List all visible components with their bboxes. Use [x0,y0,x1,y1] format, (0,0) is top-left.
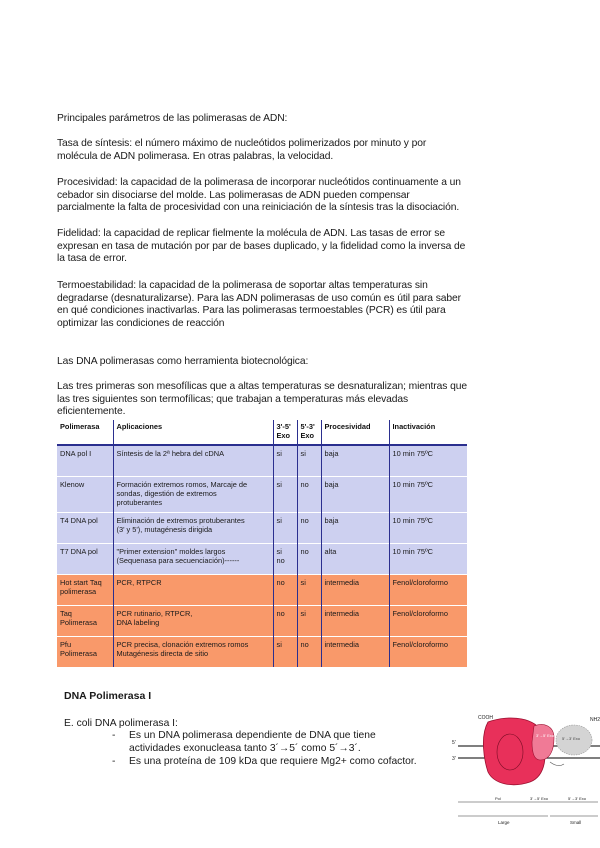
cell-exo53: si [297,605,321,636]
figure-label-5prime: 5' [452,740,456,746]
cell-inactivacion: 10 min 75ºC [389,476,467,512]
table-header-row [57,420,467,445]
biotec-heading: Las DNA polimerasas como herramienta biotecnológica: [57,356,309,367]
paragraph-termoestabilidad: Termoestabilidad: la capacidad de la polimerasa de soportar altas temperaturas sin degradarse (desnaturalizarse). Para las ADN polimerasas de uso común es útil para saber en qué condiciones inactivarlas. Para las polimerasas termoestables (PCR) es útil para optimizar las condiciones de reacción [57,280,461,329]
cell-aplicaciones: PCR rutinario, RTPCR, DNA labeling [113,605,273,636]
bullet-dash: - [112,730,116,741]
cell-polimerasa: T7 DNA pol [57,543,113,574]
paragraph-mesofilicas: Las tres primeras son mesofílicas que a altas temperaturas se desnaturalizan; mientras que las tres siguientes son termofílicas; que trabajan a temperaturas más elevadas eficientemente. [57,381,467,418]
cell-exo35: si [273,445,297,476]
cell-inactivacion: Fenol/cloroformo [389,636,467,667]
intro-heading: Principales parámetros de las polimerasas de ADN: [57,113,288,124]
cell-inactivacion: 10 min 75ºC [389,445,467,476]
cell-polimerasa: Klenow [57,476,113,512]
ecoli-label: E. coli DNA polimerasa I: [64,718,178,729]
table-row [57,605,467,636]
polymerase-table [57,420,467,667]
cell-inactivacion: Fenol/cloroformo [389,574,467,605]
paragraph-fidelidad: Fidelidad: la capacidad de replicar fielmente la molécula de ADN. Las tasas de error se expresan en tasa de mutación por par de bases duplicado, y la fidelidad como la inversa de la tasa de error. [57,228,466,265]
cell-exo35: si no [273,543,297,574]
cell-aplicaciones: "Primer extension" moldes largos (Sequenasa para secuenciación)------ [113,543,273,574]
cell-aplicaciones: PCR precisa, clonación extremos romos Mutagénesis directa de sitio [113,636,273,667]
table-row [57,512,467,543]
cell-procesividad: intermedia [321,574,389,605]
header-procesividad: Procesividad [321,420,389,445]
figure-label-large: Large [498,820,510,825]
figure-linker [550,762,564,766]
table-row [57,543,467,574]
cell-procesividad: intermedia [321,605,389,636]
table-row [57,445,467,476]
cell-exo35: no [273,574,297,605]
header-aplicaciones: Aplicaciones [113,420,273,445]
figure-label-35-domain: 3'→5' Exo [536,733,554,738]
cell-polimerasa: Hot start Taq polimerasa [57,574,113,605]
figure-label-53-domain: 5'→3' Exo [562,736,580,741]
cell-exo35: si [273,636,297,667]
cell-exo53: si [297,574,321,605]
cell-exo53: si [297,445,321,476]
cell-exo53: no [297,636,321,667]
figure-label-cooh: COOH [478,715,493,721]
cell-procesividad: intermedia [321,636,389,667]
dna-pol-structure-figure [450,712,600,827]
cell-polimerasa: DNA pol I [57,445,113,476]
dna-pol-heading: DNA Polimerasa I [64,690,152,702]
header-exo53: 5'-3' Exo [297,420,321,445]
cell-exo53: no [297,512,321,543]
table-row [57,476,467,512]
figure-exo35-domain [532,725,554,761]
cell-procesividad: alta [321,543,389,574]
figure-label-pol: Pol [495,796,501,801]
figure-pol-domain [497,734,523,770]
paragraph-procesividad: Procesividad: la capacidad de la polimerasa de incorporar nucleótidos continuamente a un cebador sin disociarse del molde. Las polimerasas de ADN pueden compensar parcialmente la falta de procesividad con una reiniciación de la síntesis tras la disociación. [57,177,461,214]
table-row [57,574,467,605]
cell-procesividad: baja [321,445,389,476]
cell-exo35: si [273,512,297,543]
cell-aplicaciones: Formación extremos romos, Marcaje de sondas, digestión de extremos protuberantes [113,476,273,512]
cell-exo53: no [297,543,321,574]
figure-label-small: Small [570,820,582,825]
header-exo35: 3'-5' Exo [273,420,297,445]
cell-inactivacion: Fenol/cloroformo [389,605,467,636]
figure-label-nh2: NH2 [590,717,600,723]
cell-polimerasa: Taq Polimerasa [57,605,113,636]
cell-aplicaciones: Eliminación de extremos protuberantes (3' y 5'), mutagénesis dirigida [113,512,273,543]
cell-aplicaciones: Síntesis de la 2ª hebra del cDNA [113,445,273,476]
header-inactivacion: Inactivación [389,420,467,445]
figure-label-3prime: 3' [452,756,456,762]
cell-exo53: no [297,476,321,512]
cell-inactivacion: 10 min 75ºC [389,543,467,574]
cell-polimerasa: Pfu Polimerasa [57,636,113,667]
cell-polimerasa: T4 DNA pol [57,512,113,543]
table-row [57,636,467,667]
figure-scale-35: 3'→5' Exo [530,796,548,801]
cell-exo35: no [273,605,297,636]
cell-procesividad: baja [321,476,389,512]
header-polimerasa: Polimerasa [57,420,113,445]
cell-aplicaciones: PCR, RTPCR [113,574,273,605]
cell-procesividad: baja [321,512,389,543]
cell-exo35: si [273,476,297,512]
paragraph-tasa-sintesis: Tasa de síntesis: el número máximo de nucleótidos polimerizados por minuto y por molécula de ADN polimerasa. En otras palabras, la velocidad. [57,138,427,162]
figure-scale-53: 5'→3' Exo [568,796,586,801]
cell-inactivacion: 10 min 75ºC [389,512,467,543]
bullet-dash: - [112,756,116,767]
